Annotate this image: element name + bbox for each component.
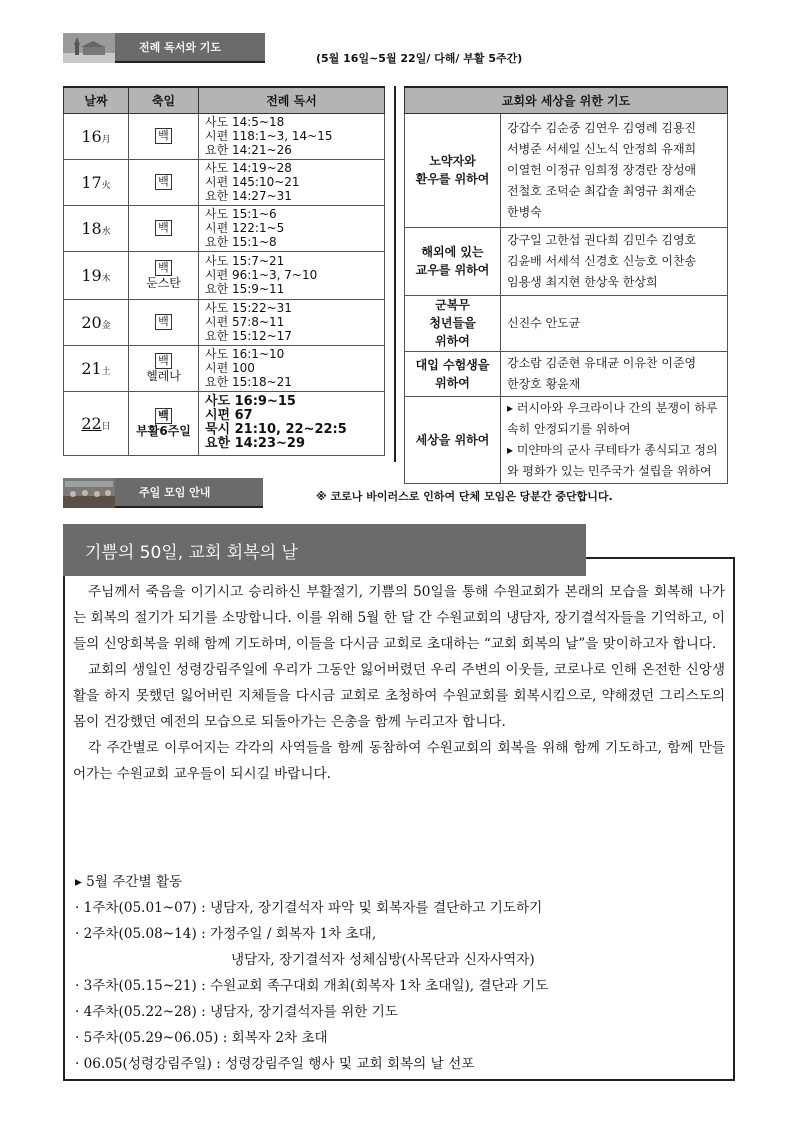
names-line: 신진수 안도균 (507, 315, 581, 330)
column-divider (394, 86, 396, 462)
weekday: 火 (101, 180, 111, 191)
section-title: 전례 독서와 기도 (115, 33, 265, 63)
liturgical-color (129, 113, 199, 159)
readings-table (63, 86, 385, 456)
day-number: 19 (81, 265, 102, 285)
category-line: 대입 수험생을 (415, 357, 490, 372)
prayer-names (501, 113, 728, 227)
prayer-header: 교회와 세상을 위한 기도 (405, 87, 728, 113)
reading-line: 요한 15:1~8 (205, 235, 277, 249)
color-badge: 백 (155, 128, 172, 144)
weekday: 土 (101, 366, 111, 377)
category-line: 군복무 (435, 298, 470, 312)
activity-item: · 1주차(05.01~07) : 냉담자, 장기결석자 파악 및 회복자를 결단하고 기도하기 (75, 900, 543, 916)
prayer-table (404, 86, 728, 484)
category-line: 해외에 있는 (421, 245, 484, 259)
activity-item: · 2주차(05.08~14) : 가정주일 / 회복자 1차 초대, (75, 926, 377, 942)
color-badge: 백 (155, 174, 172, 190)
names-line: 이열헌 이정규 임희정 장경란 장성애 (507, 162, 697, 177)
category-line: 환우를 위하여 (415, 172, 490, 186)
names-line: ▸ 러시아와 우크라이나 간의 분쟁이 하루 (507, 400, 718, 415)
day-number: 21 (81, 358, 102, 378)
reading-date (64, 391, 129, 455)
reading-line: 사도 15:1~6 (205, 207, 277, 221)
weekday: 月 (101, 134, 111, 145)
article-box (63, 557, 735, 1081)
liturgy-section-header (63, 33, 265, 63)
reading-date (64, 251, 129, 299)
liturgical-color (129, 391, 199, 455)
feast-name: 둔스탄 (146, 276, 181, 290)
reading-line: 묵시 21:10, 22~22:5 (205, 422, 347, 437)
reading-line: 시편 67 (205, 408, 253, 423)
reading-row (64, 251, 385, 299)
reading-line: 사도 16:9~15 (205, 394, 296, 409)
prayer-row (405, 113, 728, 227)
prayer-category (405, 227, 501, 295)
prayer-row (405, 351, 728, 396)
prayer-names (501, 295, 728, 351)
activity-item: · 3주차(05.15~21) : 수원교회 족구대회 개최(회복자 1차 초대일), 결단과 기도 (75, 978, 549, 994)
activity-item: · 4주차(05.22~28) : 냉담자, 장기결석자를 위한 기도 (75, 1004, 398, 1020)
weekday: 日 (101, 421, 111, 432)
day-number: 22 (81, 413, 102, 433)
prayer-category (405, 351, 501, 396)
reading-line: 요한 14:23~29 (205, 436, 306, 451)
reading-line: 사도 15:22~31 (205, 301, 292, 315)
day-number: 18 (81, 218, 102, 238)
meeting-title: 주일 모임 안내 (115, 478, 263, 508)
reading-list (199, 113, 385, 159)
prayer-names (501, 396, 728, 483)
prayer-row (405, 227, 728, 295)
category-line: 세상을 위하여 (415, 432, 490, 447)
names-line: 와 평화가 있는 민주국가 설립을 위하여 (507, 463, 712, 478)
weekday: 木 (101, 273, 111, 284)
reading-list (199, 391, 385, 455)
reading-list (199, 159, 385, 205)
meeting-notice: ※ 코로나 바이러스로 인하여 단체 모임은 당분간 중단합니다. (316, 490, 613, 503)
reading-line: 사도 16:1~10 (205, 347, 285, 361)
names-line: 임용생 최지현 한상욱 한상희 (507, 274, 658, 289)
reading-date (64, 159, 129, 205)
names-line: 김윤배 서세석 신경호 신능호 이찬송 (507, 253, 697, 268)
article-paragraph: 교회의 생일인 성령강림주일에 우리가 그동안 잃어버렸던 우리 주변의 이웃들, 코로나로 인해 온전한 신앙생활을 하지 못했던 잃어버린 지체들을 다시금 교회로 초청하여 수원교회를 회복시킴으로, 약해졌던 그리스도의 몸이 건강했던 예전의 모습으로 되돌아가는 은총을 함께 누리고자 합니다. (73, 662, 725, 730)
prayer-category (405, 113, 501, 227)
reading-date (64, 205, 129, 251)
liturgical-color (129, 251, 199, 299)
col-readings: 전례 독서 (199, 87, 385, 113)
category-line: 노약자와 (429, 154, 476, 168)
names-line: 전철호 조덕순 최갑솔 최영규 최재순 (507, 183, 697, 198)
reading-line: 요한 15:18~21 (205, 375, 292, 389)
reading-list (199, 299, 385, 345)
prayer-category (405, 396, 501, 483)
color-badge: 백 (155, 408, 172, 424)
names-line: ▸ 미얀마의 군사 쿠테타가 종식되고 정의 (507, 442, 718, 457)
color-badge: 백 (155, 314, 172, 330)
category-line: 위하여 (435, 375, 470, 390)
reading-row (64, 159, 385, 205)
col-date: 날짜 (64, 87, 129, 113)
reading-date (64, 299, 129, 345)
names-line: 한병숙 (507, 204, 542, 219)
liturgical-color (129, 299, 199, 345)
prayer-row (405, 295, 728, 351)
article-body (73, 579, 725, 787)
color-badge: 백 (155, 260, 172, 276)
reading-line: 요한 14:27~31 (205, 189, 292, 203)
article-title: 기쁨의 50일, 교회 회복의 날 (63, 524, 586, 576)
day-number: 16 (81, 126, 102, 146)
category-line: 교우를 위하여 (415, 263, 490, 277)
reading-line: 시편 100 (205, 361, 255, 375)
reading-line: 시편 96:1~3, 7~10 (205, 268, 318, 282)
reading-line: 시편 145:10~21 (205, 175, 300, 189)
names-line: 한장호 황윤재 (507, 376, 581, 391)
prayer-names (501, 227, 728, 295)
activity-title: ▸ 5월 주간별 활동 (75, 874, 183, 890)
reading-line: 요한 14:21~26 (205, 143, 292, 157)
liturgical-color (129, 159, 199, 205)
reading-date (64, 345, 129, 391)
reading-line: 시편 118:1~3, 14~15 (205, 129, 333, 143)
feast-name: 헬레나 (146, 369, 181, 383)
weekday: 金 (101, 320, 111, 331)
liturgical-color (129, 345, 199, 391)
reading-row (64, 205, 385, 251)
article-paragraph: 주님께서 죽음을 이기시고 승리하신 부활절기, 기쁨의 50일을 통해 수원교회가 본래의 모습을 회복해 나가는 회복의 절기가 되기를 소망합니다. 이를 위해 5월 한 달 간 수원교회의 냉담자, 장기결석자들을 기억하고, 이들의 신앙회복을 위해 함께 기도하며, 이들을 다시금 교회로 초대하는 “교회 회복의 날”을 맞이하고자 합니다. (73, 584, 725, 652)
meeting-thumbnail (63, 478, 115, 508)
feast-name: 부활6주일 (136, 424, 191, 438)
category-line: 청년들을 (429, 316, 476, 330)
reading-line: 시편 122:1~5 (205, 221, 285, 235)
liturgical-color (129, 205, 199, 251)
activity-item: · 5주차(05.29~06.05) : 회복자 2차 초대 (75, 1030, 328, 1046)
reading-row (64, 113, 385, 159)
prayer-category (405, 295, 501, 351)
reading-row (64, 345, 385, 391)
reading-line: 요한 15:12~17 (205, 329, 292, 343)
reading-list (199, 251, 385, 299)
day-number: 20 (81, 312, 102, 332)
reading-row (64, 299, 385, 345)
reading-date (64, 113, 129, 159)
color-badge: 백 (155, 353, 172, 369)
church-thumbnail (63, 33, 115, 63)
names-line: 서병준 서세일 신노식 안정희 유재희 (507, 141, 697, 156)
activity-list (75, 869, 548, 1077)
category-line: 위하여 (435, 334, 470, 348)
day-number: 17 (81, 172, 102, 192)
reading-list (199, 345, 385, 391)
names-line: 속히 안정되기를 위하여 (507, 421, 631, 436)
article-paragraph: 각 주간별로 이루어지는 각각의 사역들을 함께 동참하여 수원교회의 회복을 위해 함께 기도하고, 함께 만들어가는 수원교회 교우들이 되시길 바랍니다. (73, 740, 725, 782)
activity-item: · 06.05(성령강림주일) : 성령강림주일 행사 및 교회 회복의 날 선포 (75, 1056, 475, 1072)
names-line: 강구일 고한섭 권다희 김민수 김영호 (507, 232, 697, 247)
activity-item: 냉담자, 장기결석자 성체심방(사목단과 신자사역자) (231, 952, 535, 968)
color-badge: 백 (155, 220, 172, 236)
prayer-row (405, 396, 728, 483)
weekday: 水 (101, 226, 111, 237)
reading-line: 요한 15:9~11 (205, 282, 285, 296)
col-feast: 축일 (129, 87, 199, 113)
reading-line: 사도 14:5~18 (205, 115, 285, 129)
reading-line: 시편 57:8~11 (205, 315, 285, 329)
date-range: (5월 16일~5월 22일/ 다해/ 부활 5주간) (316, 52, 523, 65)
names-line: 강갑수 김순중 김연우 김영례 김용진 (507, 120, 697, 135)
reading-list (199, 205, 385, 251)
prayer-names (501, 351, 728, 396)
reading-row (64, 391, 385, 455)
meeting-section-header (63, 478, 263, 508)
names-line: 강소람 김준현 유대균 이유찬 이준영 (507, 355, 697, 370)
reading-line: 사도 14:19~28 (205, 161, 292, 175)
reading-line: 사도 15:7~21 (205, 254, 285, 268)
